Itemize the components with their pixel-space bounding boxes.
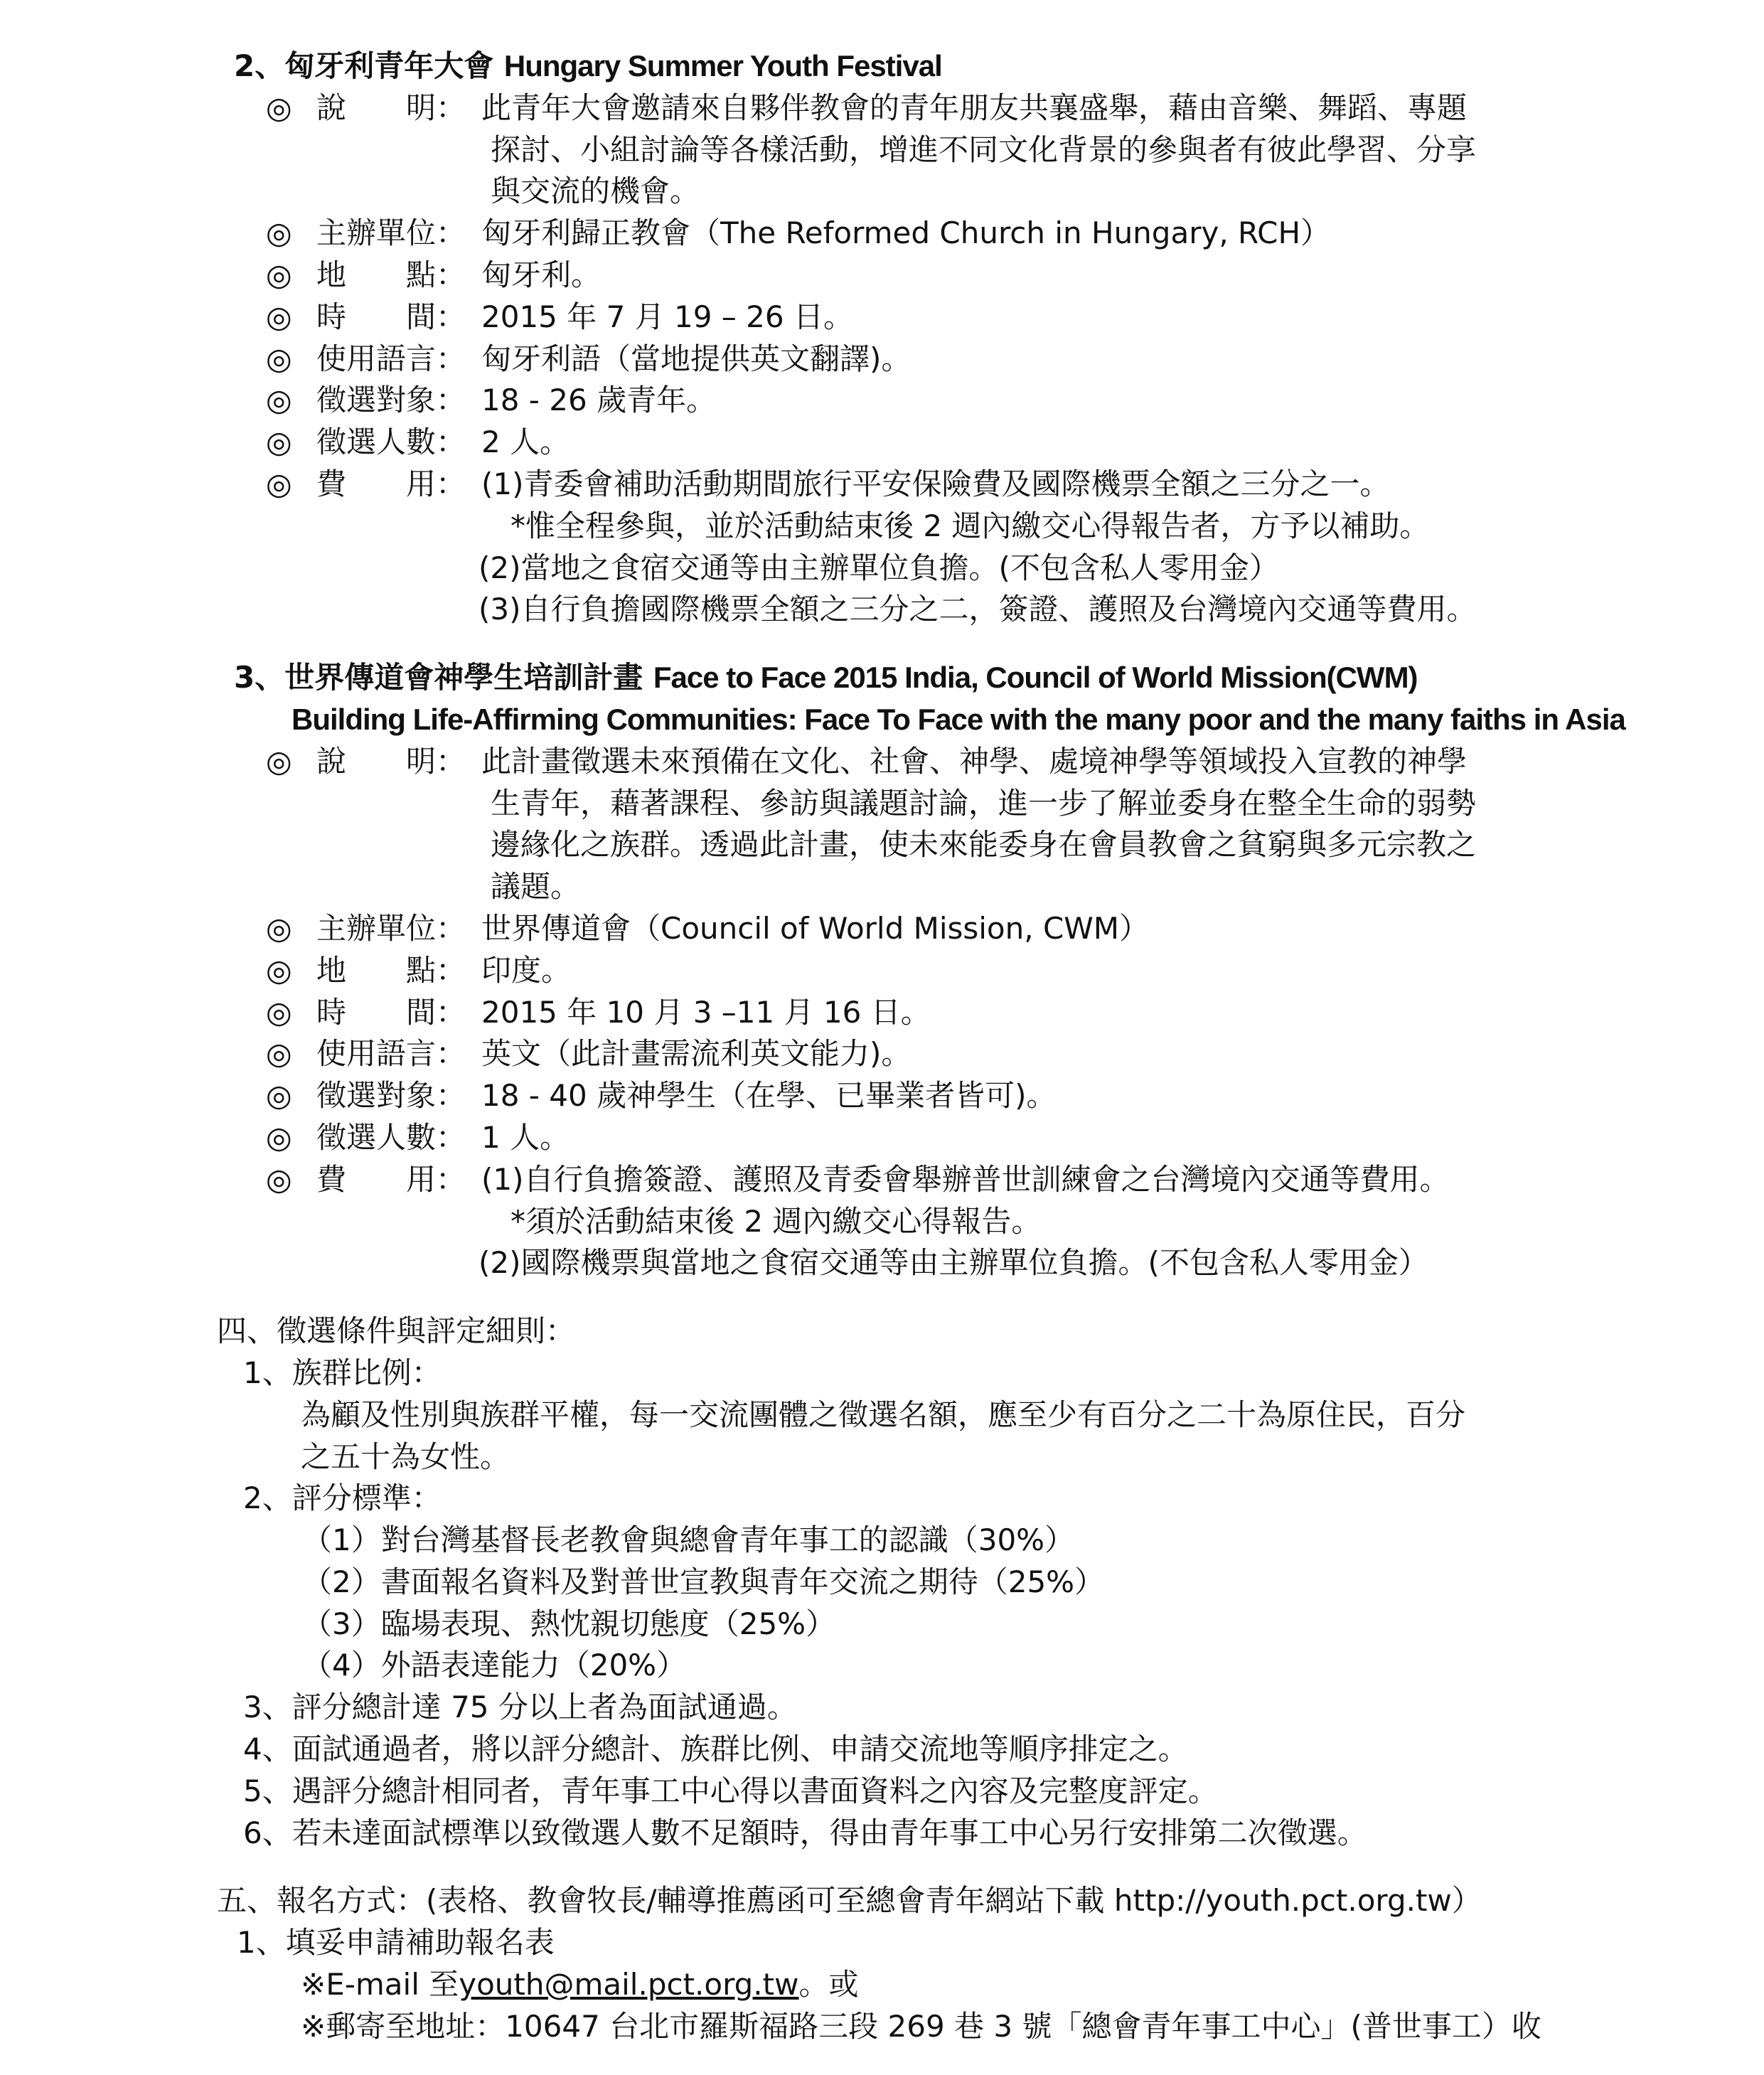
registration-heading bbox=[0, 1880, 1764, 1922]
item-text: 18 - 26 歲青年。 bbox=[481, 383, 717, 418]
item-text: (1)自行負擔簽證、護照及青委會舉辦普世訓練會之台灣境內交通等費用。 bbox=[481, 1161, 1450, 1197]
item-label: 費 用： bbox=[316, 1161, 466, 1197]
criteria-text: （4）外語表達能力（20%） bbox=[302, 1648, 687, 1683]
item-text: 匈牙利。 bbox=[481, 257, 602, 292]
item-line bbox=[0, 866, 1764, 908]
section-title-en: Hungary Summer Youth Festival bbox=[503, 49, 942, 82]
mail-line bbox=[0, 2006, 1764, 2048]
item-label: 地 點： bbox=[316, 257, 466, 292]
item-text: (3)自行負擔國際機票全額之三分之二，簽證、護照及台灣境內交通等費用。 bbox=[479, 592, 1477, 627]
bullet-icon: ◎ bbox=[266, 1161, 292, 1197]
email-line bbox=[0, 1964, 1764, 2006]
section-subtitle: Building Life-Affirming Communities: Face To Face with the many poor and the many faiths in Asia bbox=[292, 702, 1625, 736]
item-text: *惟全程參與，並於活動結束後 2 週內繳交心得報告者，方予以補助。 bbox=[511, 508, 1430, 543]
item-label: 徵選人數： bbox=[316, 425, 466, 460]
criteria-line bbox=[0, 1604, 1764, 1645]
bullet-icon: ◎ bbox=[266, 425, 292, 460]
item-text: 世界傳道會（Council of World Mission, CWM） bbox=[481, 910, 1150, 946]
criteria-text: 4、面試通過者，將以評分總計、族群比例、申請交流地等順序排定之。 bbox=[243, 1732, 1188, 1767]
item-line bbox=[0, 129, 1764, 171]
criteria-line bbox=[0, 1311, 1764, 1353]
item-text: 與交流的機會。 bbox=[491, 174, 700, 209]
item-text: 議題。 bbox=[491, 869, 581, 905]
item-line bbox=[0, 1159, 1764, 1201]
item-text: *須於活動結束後 2 週內繳交心得報告。 bbox=[511, 1203, 1042, 1239]
item-label: 徵選人數： bbox=[316, 1119, 466, 1155]
item-text: 18 - 40 歲神學生（在學、已畢業者皆可)。 bbox=[481, 1078, 1057, 1114]
item-line bbox=[0, 297, 1764, 338]
item-line bbox=[0, 1075, 1764, 1117]
item-line bbox=[0, 422, 1764, 464]
item-line bbox=[0, 1242, 1764, 1284]
item-line bbox=[0, 255, 1764, 297]
email-suffix: 。或 bbox=[798, 1967, 859, 2002]
bullet-icon: ◎ bbox=[266, 994, 292, 1030]
item-line bbox=[0, 824, 1764, 866]
document-page bbox=[0, 46, 1764, 2048]
item-text: (1)青委會補助活動期間旅行平安保險費及國際機票全額之三分之一。 bbox=[481, 466, 1390, 501]
criteria-line bbox=[0, 1771, 1764, 1813]
section-title-zh: 匈牙利青年大會 bbox=[284, 48, 504, 83]
item-label: 主辦單位： bbox=[316, 215, 466, 251]
item-label: 費 用： bbox=[316, 466, 466, 501]
item-text: 此計畫徵選未來預備在文化、社會、神學、處境神學等領域投入宣教的神學 bbox=[481, 743, 1468, 779]
criteria-line bbox=[0, 1645, 1764, 1687]
item-line bbox=[0, 380, 1764, 422]
item-text: 此青年大會邀請來自夥伴教會的青年朋友共襄盛舉，藉由音樂、舞蹈、專題 bbox=[481, 90, 1468, 125]
item-text: 匈牙利語（當地提供英文翻譯)。 bbox=[481, 341, 912, 376]
item-text: 探討、小組討論等各樣活動，增進不同文化背景的參與者有彼此學習、分享 bbox=[491, 132, 1477, 167]
item-text: 生青年，藉著課程、參訪與議題討論，進一步了解並委身在整全生命的弱勢 bbox=[491, 785, 1477, 821]
section-number: 3、 bbox=[234, 660, 285, 695]
bullet-icon: ◎ bbox=[266, 341, 292, 376]
bullet-icon: ◎ bbox=[266, 466, 292, 501]
bullet-icon: ◎ bbox=[266, 257, 292, 292]
item-line bbox=[0, 992, 1764, 1034]
section-gap bbox=[0, 631, 1764, 657]
registration-step-text: 1、填妥申請補助報名表 bbox=[237, 1925, 555, 1961]
item-label: 時 間： bbox=[316, 994, 466, 1030]
section-gap bbox=[0, 1854, 1764, 1880]
item-line bbox=[0, 741, 1764, 783]
item-line bbox=[0, 1117, 1764, 1159]
bullet-icon: ◎ bbox=[266, 299, 292, 334]
item-line bbox=[0, 171, 1764, 213]
mail-address: ※郵寄至地址：10647 台北市羅斯福路三段 269 巷 3 號「總會青年事工中心」(普世事工）收 bbox=[301, 2008, 1541, 2044]
bullet-icon: ◎ bbox=[266, 743, 292, 779]
item-label: 使用語言： bbox=[316, 1036, 466, 1072]
section-title-zh: 世界傳道會神學生培訓計畫 bbox=[284, 660, 653, 695]
item-line bbox=[0, 589, 1764, 631]
item-label: 使用語言： bbox=[316, 341, 466, 376]
item-line bbox=[0, 548, 1764, 590]
criteria-text: （1）對台灣基督長老教會與總會青年事工的認識（30%） bbox=[302, 1522, 1075, 1558]
item-line bbox=[0, 783, 1764, 825]
item-text: 1 人。 bbox=[481, 1119, 570, 1155]
email-prefix: ※E-mail 至 bbox=[301, 1967, 459, 2002]
registration-step bbox=[0, 1922, 1764, 1964]
bullet-icon: ◎ bbox=[266, 952, 292, 988]
criteria-line bbox=[0, 1729, 1764, 1771]
bullet-icon: ◎ bbox=[266, 910, 292, 946]
item-text: 印度。 bbox=[481, 952, 572, 988]
bullet-icon: ◎ bbox=[266, 215, 292, 251]
item-label: 主辦單位： bbox=[316, 910, 466, 946]
item-line bbox=[0, 1201, 1764, 1243]
registration-heading-text: 五、報名方式：(表格、教會牧長/輔導推薦函可至總會青年網站下載 http://youth.pct.org.tw） bbox=[217, 1883, 1482, 1919]
item-label: 說 明： bbox=[316, 90, 466, 125]
item-line bbox=[0, 908, 1764, 950]
criteria-line bbox=[0, 1353, 1764, 1394]
section-heading bbox=[0, 46, 1764, 87]
criteria-text: 四、徵選條件與評定細則： bbox=[217, 1313, 576, 1349]
item-label: 地 點： bbox=[316, 952, 466, 988]
item-line bbox=[0, 87, 1764, 129]
item-text: 2015 年 7 月 19 – 26 日。 bbox=[481, 299, 853, 334]
item-text: 邊緣化之族群。透過此計畫，使未來能委身在會員教會之貧窮與多元宗教之 bbox=[491, 827, 1477, 863]
item-label: 徵選對象： bbox=[316, 1078, 466, 1114]
item-line bbox=[0, 506, 1764, 548]
email-link[interactable]: youth@mail.pct.org.tw bbox=[459, 1967, 799, 2002]
item-text: 2015 年 10 月 3 –11 月 16 日。 bbox=[481, 994, 931, 1030]
bullet-icon: ◎ bbox=[266, 383, 292, 418]
section-title-en: Face to Face 2015 India, Council of World Mission(CWM) bbox=[653, 661, 1418, 695]
criteria-line bbox=[0, 1520, 1764, 1562]
item-text: 英文（此計畫需流利英文能力)。 bbox=[481, 1036, 912, 1072]
bullet-icon: ◎ bbox=[266, 1078, 292, 1114]
item-label: 時 間： bbox=[316, 299, 466, 334]
item-label: 說 明： bbox=[316, 743, 466, 779]
criteria-text: 3、評分總計達 75 分以上者為面試通過。 bbox=[243, 1690, 797, 1725]
item-line bbox=[0, 213, 1764, 255]
criteria-line bbox=[0, 1436, 1764, 1478]
bullet-icon: ◎ bbox=[266, 1036, 292, 1072]
criteria-text: 6、若未達面試標準以致徵選人數不足額時，得由青年事工中心另行安排第二次徵選。 bbox=[243, 1815, 1367, 1850]
section-heading bbox=[0, 657, 1764, 699]
criteria-text: （3）臨場表現、熱忱親切態度（25%） bbox=[302, 1606, 836, 1641]
criteria-line bbox=[0, 1687, 1764, 1729]
criteria-text: 5、遇評分總計相同者，青年事工中心得以書面資料之內容及完整度評定。 bbox=[243, 1773, 1218, 1808]
bullet-icon: ◎ bbox=[266, 90, 292, 125]
item-text: (2)當地之食宿交通等由主辦單位負擔。(不包含私人零用金） bbox=[479, 550, 1279, 585]
criteria-text: 之五十為女性。 bbox=[301, 1439, 511, 1474]
bullet-icon: ◎ bbox=[266, 1119, 292, 1155]
section-number: 2、 bbox=[234, 48, 285, 83]
criteria-line bbox=[0, 1562, 1764, 1604]
item-line bbox=[0, 1033, 1764, 1075]
criteria-text: 2、評分標準： bbox=[243, 1481, 442, 1516]
criteria-line bbox=[0, 1813, 1764, 1855]
item-line bbox=[0, 338, 1764, 380]
criteria-line bbox=[0, 1394, 1764, 1436]
criteria-text: （2）書面報名資料及對普世宣教與青年交流之期待（25%） bbox=[302, 1564, 1105, 1599]
criteria-text: 為顧及性別與族群平權，每一交流團體之徵選名額，應至少有百分之二十為原住民，百分 bbox=[301, 1397, 1466, 1432]
item-line bbox=[0, 464, 1764, 506]
item-text: 匈牙利歸正教會（The Reformed Church in Hungary, RCH） bbox=[481, 215, 1331, 251]
item-line bbox=[0, 950, 1764, 992]
criteria-text: 1、族群比例： bbox=[243, 1355, 442, 1390]
section-gap bbox=[0, 1284, 1764, 1311]
criteria-line bbox=[0, 1478, 1764, 1520]
item-text: (2)國際機票與當地之食宿交通等由主辦單位負擔。(不包含私人零用金） bbox=[479, 1245, 1428, 1281]
item-label: 徵選對象： bbox=[316, 383, 466, 418]
item-text: 2 人。 bbox=[481, 425, 570, 460]
